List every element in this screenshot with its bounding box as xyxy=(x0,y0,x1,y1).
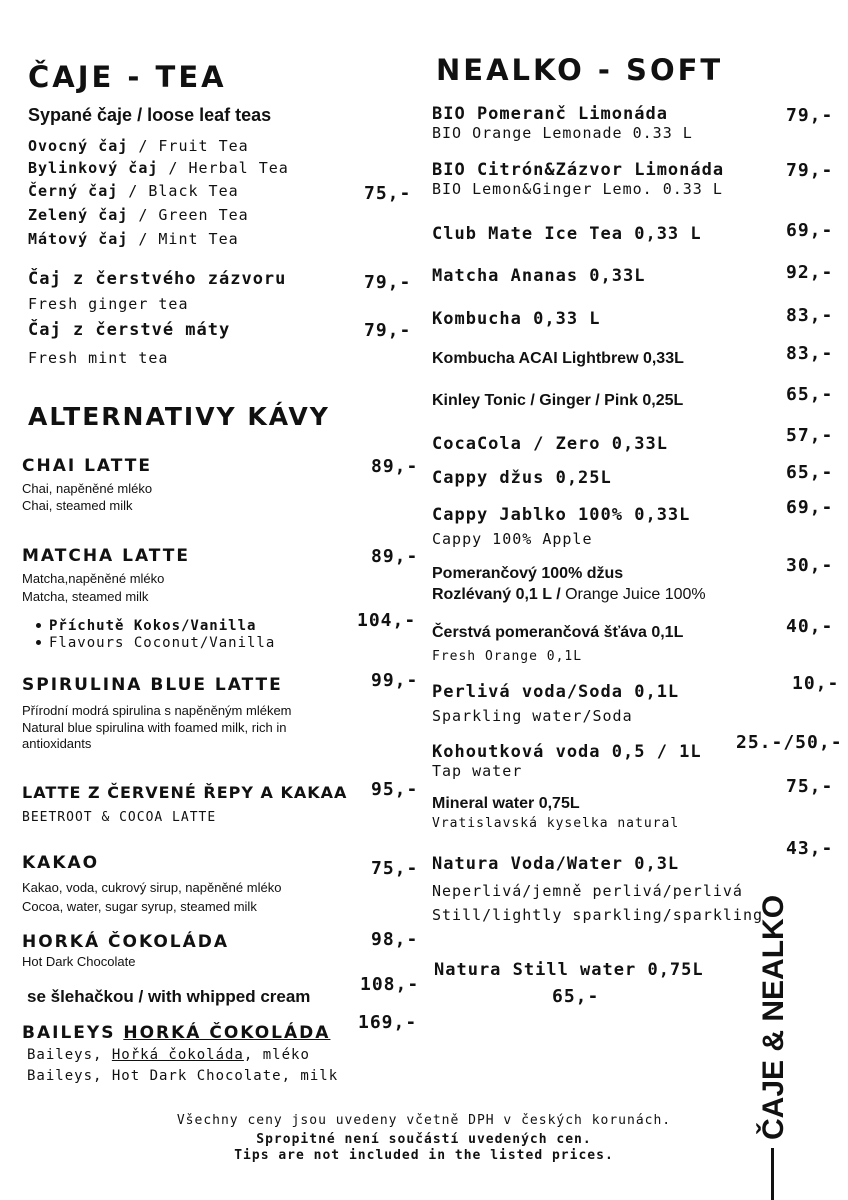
soft-item-price: 83,- xyxy=(786,343,834,364)
soft-item-name: Cappy džus 0,25L xyxy=(432,468,612,488)
matcha-latte-desc-cz: Matcha,napěněné mléko xyxy=(22,571,165,586)
hot-chocolate-price: 98,- xyxy=(371,929,419,950)
loose-tea-price: 75,- xyxy=(364,183,412,204)
matcha-flavour-price: 104,- xyxy=(357,610,417,631)
baileys-name: BAILEYS HORKÁ ČOKOLÁDA xyxy=(22,1023,331,1043)
hot-chocolate-desc: Hot Dark Chocolate xyxy=(22,954,136,969)
soft-item-sub: Cappy 100% Apple xyxy=(432,530,593,548)
soft-item-price: 43,- xyxy=(786,838,834,859)
soft-item-price: 79,- xyxy=(786,105,834,126)
soft-item-price: 92,- xyxy=(786,262,834,283)
chai-latte-desc-cz: Chai, napěněné mléko xyxy=(22,481,153,496)
soft-item-name: Kinley Tonic / Ginger / Pink 0,25L xyxy=(432,392,684,409)
ginger-tea-price: 79,- xyxy=(364,272,412,293)
soft-item-name: BIO Citrón&Zázvor Limonáda xyxy=(432,160,725,180)
soft-item-price: 57,- xyxy=(786,425,834,446)
baileys-desc-cz: Baileys, Hořká čokoláda, mléko xyxy=(27,1047,310,1063)
soft-item-name: Club Mate Ice Tea 0,33 L xyxy=(432,224,702,244)
soft-item-price: 65,- xyxy=(786,384,834,405)
soft-item-sub: Tap water xyxy=(432,762,523,780)
beet-latte-name: LATTE Z ČERVENÉ ŘEPY A KAKAA xyxy=(22,783,348,802)
soft-section-title: NEALKO - SOFT xyxy=(436,53,724,87)
soft-item-price: 25.-/50,- xyxy=(736,732,843,753)
bullet-icon xyxy=(36,640,41,645)
matcha-latte-desc-en: Matcha, steamed milk xyxy=(22,589,149,604)
soft-item-name: Kombucha ACAI Lightbrew 0,33L xyxy=(432,350,684,367)
mint-tea-desc: Fresh mint tea xyxy=(28,349,169,367)
mint-tea-price: 79,- xyxy=(364,320,412,341)
loose-tea-item: Zelený čaj / Green Tea xyxy=(28,206,249,224)
side-label: ČAJE & NEALKO xyxy=(757,894,790,1140)
matcha-flavour-en: Flavours Coconut/Vanilla xyxy=(36,632,275,651)
loose-tea-item: Ovocný čaj / Fruit Tea xyxy=(28,137,249,155)
kakao-desc-en: Cocoa, water, sugar syrup, steamed milk xyxy=(22,899,257,914)
footer-vat-note: Všechny ceny jsou uvedeny včetně DPH v českých korunách. xyxy=(176,1113,672,1128)
spirulina-latte-desc-cz: Přírodní modrá spirulina s napěněným mlékem xyxy=(22,703,292,718)
bullet-icon xyxy=(36,623,41,628)
spirulina-latte-price: 99,- xyxy=(371,670,419,691)
kakao-name: KAKAO xyxy=(22,853,100,873)
hot-chocolate-name: HORKÁ ČOKOLÁDA xyxy=(22,932,230,952)
soft-item-sub: BIO Lemon&Ginger Lemo. 0.33 L xyxy=(432,180,723,198)
soft-item-name: Kohoutková voda 0,5 / 1L xyxy=(432,742,702,762)
spirulina-latte-name: SPIRULINA BLUE LATTE xyxy=(22,675,283,695)
soft-item-price: 69,- xyxy=(786,220,834,241)
whipped-cream-name: se šlehačkou / with whipped cream xyxy=(27,987,311,1006)
footer-tip-note-en: Tips are not included in the listed prices. xyxy=(234,1148,614,1163)
matcha-latte-name: MATCHA LATTE xyxy=(22,546,190,566)
kakao-price: 75,- xyxy=(371,858,419,879)
ginger-tea-name: Čaj z čerstvého zázvoru xyxy=(28,269,287,289)
soft-item-sub: Neperlivá/jemně perlivá/perlivá xyxy=(432,882,743,900)
footer-tip-note-cz: Spropitné není součástí uvedených cen. xyxy=(256,1132,592,1147)
soft-item-price: 79,- xyxy=(786,160,834,181)
ginger-tea-desc: Fresh ginger tea xyxy=(28,295,189,313)
loose-tea-item: Bylinkový čaj / Herbal Tea xyxy=(28,159,289,177)
soft-item-name: Kombucha 0,33 L xyxy=(432,309,601,329)
beet-latte-price: 95,- xyxy=(371,779,419,800)
soft-item-name: Natura Voda/Water 0,3L xyxy=(432,854,680,874)
soft-item-price: 10,- xyxy=(792,673,840,694)
loose-tea-subtitle: Sypané čaje / loose leaf teas xyxy=(28,105,272,125)
soft-item-name: Perlivá voda/Soda 0,1L xyxy=(432,682,680,702)
matcha-flavour-cz: Příchutě Kokos/Vanilla xyxy=(36,615,256,634)
soft-item-sub: BIO Orange Lemonade 0.33 L xyxy=(432,124,693,142)
soft-item-name: Pomerančový 100% džus xyxy=(432,565,624,582)
mint-tea-name: Čaj z čerstvé máty xyxy=(28,320,231,340)
soft-item-name: CocaCola / Zero 0,33L xyxy=(432,434,668,454)
matcha-latte-price: 89,- xyxy=(371,546,419,567)
whipped-cream-price: 108,- xyxy=(360,974,420,995)
baileys-price: 169,- xyxy=(358,1012,418,1033)
alternatives-section-title: ALTERNATIVY KÁVY xyxy=(28,402,330,431)
soft-item-name: BIO Pomeranč Limonáda xyxy=(432,104,668,124)
beet-latte-desc: BEETROOT & COCOA LATTE xyxy=(22,810,217,825)
soft-item-sub: Rozlévaný 0,1 L / Orange Juice 100% xyxy=(432,586,706,603)
chai-latte-price: 89,- xyxy=(371,456,419,477)
baileys-desc-en: Baileys, Hot Dark Chocolate, milk xyxy=(27,1068,339,1084)
spirulina-latte-desc-en-2: antioxidants xyxy=(22,736,92,751)
soft-item-sub: Vratislavská kyselka natural xyxy=(432,816,680,831)
soft-item-name: Mineral water 0,75L xyxy=(432,795,580,812)
soft-item-price: 65,- xyxy=(552,986,600,1007)
soft-item-price: 65,- xyxy=(786,462,834,483)
kakao-desc-cz: Kakao, voda, cukrový sirup, napěněné mléko xyxy=(22,880,282,895)
soft-item-sub: Sparkling water/Soda xyxy=(432,707,633,725)
soft-item-sub: Fresh Orange 0,1L xyxy=(432,649,583,664)
soft-item-name: Natura Still water 0,75L xyxy=(434,960,704,980)
soft-item-sub: Still/lightly sparkling/sparkling xyxy=(432,906,764,924)
spirulina-latte-desc-en: Natural blue spirulina with foamed milk, rich in xyxy=(22,720,287,735)
chai-latte-desc-en: Chai, steamed milk xyxy=(22,498,133,513)
soft-item-price: 30,- xyxy=(786,555,834,576)
loose-tea-item: Mátový čaj / Mint Tea xyxy=(28,230,239,248)
soft-item-price: 40,- xyxy=(786,616,834,637)
soft-item-name: Matcha Ananas 0,33L xyxy=(432,266,646,286)
soft-item-name: Čerstvá pomerančová šťáva 0,1L xyxy=(432,624,684,641)
chai-latte-name: CHAI LATTE xyxy=(22,456,152,476)
loose-tea-item: Černý čaj / Black Tea xyxy=(28,182,239,200)
soft-item-price: 69,- xyxy=(786,497,834,518)
soft-item-name: Cappy Jablko 100% 0,33L xyxy=(432,505,691,525)
tea-section-title: ČAJE - TEA xyxy=(28,60,227,94)
soft-item-price: 75,- xyxy=(786,776,834,797)
soft-item-price: 83,- xyxy=(786,305,834,326)
